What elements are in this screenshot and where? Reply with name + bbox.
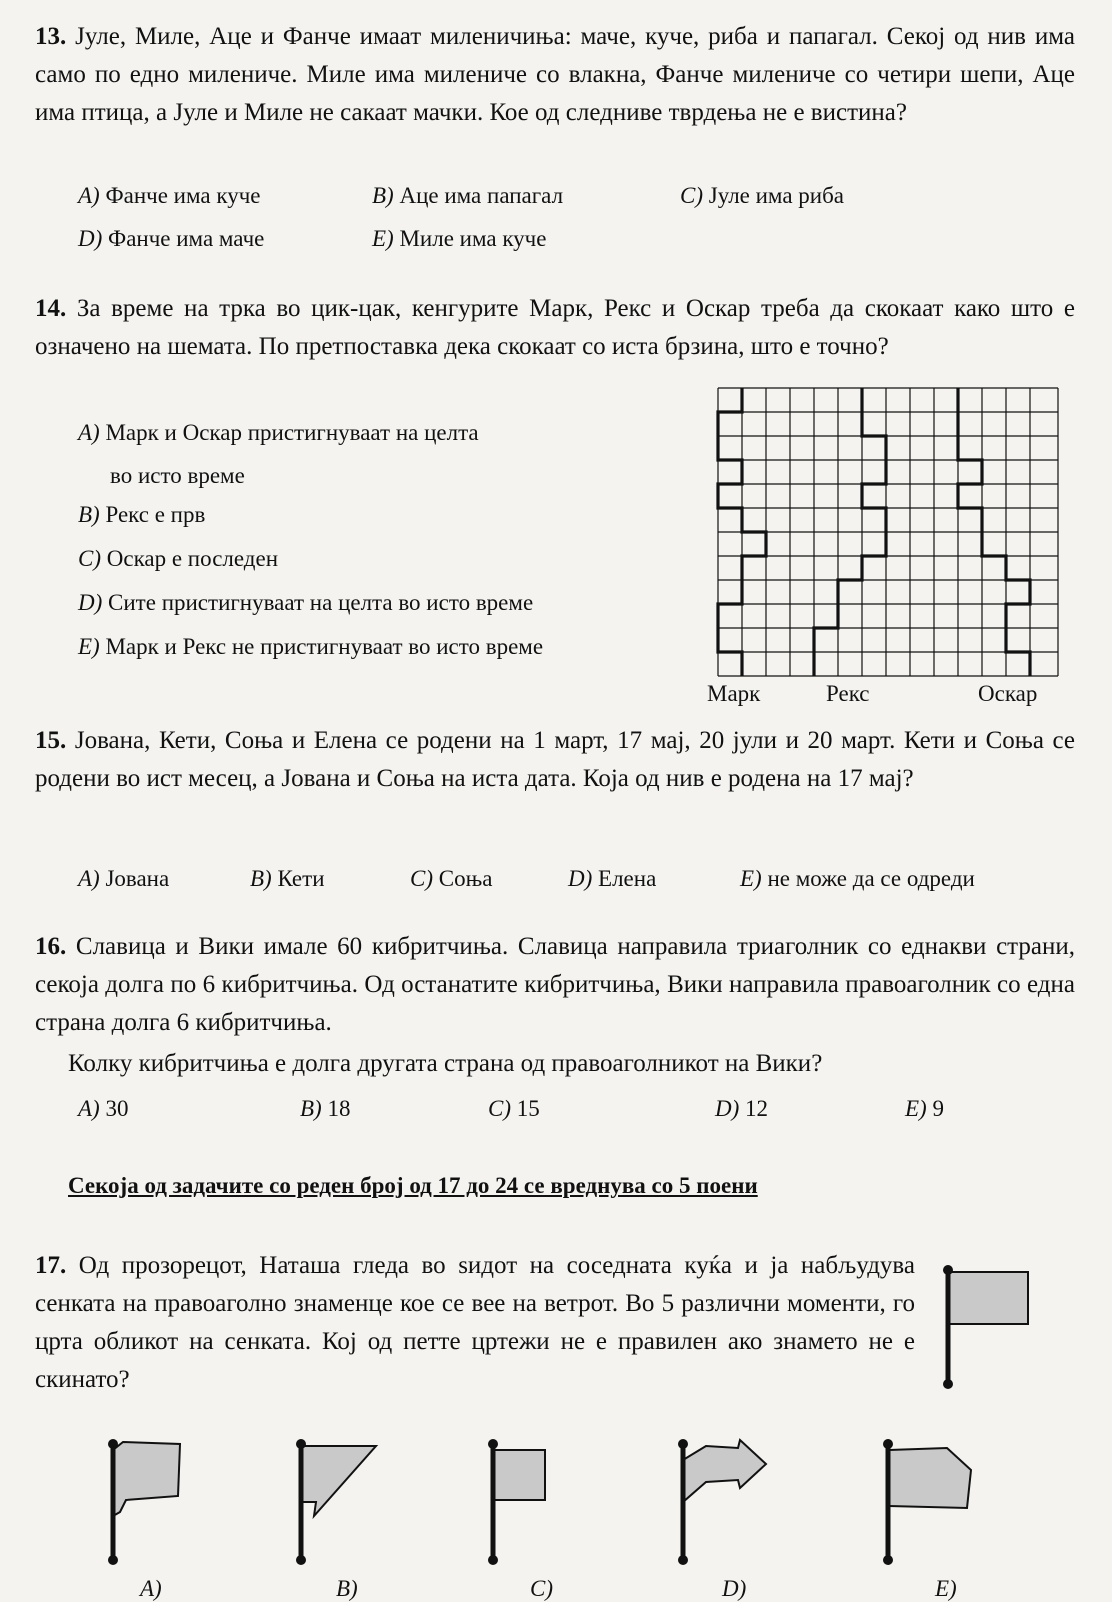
flag-option-b-icon [286, 1438, 406, 1568]
question-text: Јована, Кети, Соња и Елена се родени на 1 март, 17 мај, 20 јули и 20 март. Кети и Соња се родени во ист месец, а Јована и Соња на иста дата. Која од нив е родена на 17 мај? [35, 727, 1076, 792]
flag-label-d: D) [722, 1576, 747, 1601]
q16-option-e: E) 9 [905, 1096, 944, 1121]
q15-option-e: E) не може да се одреди [740, 866, 975, 891]
q13-option-a: A) Фанче има куче [78, 183, 261, 208]
flag-option-c-icon [478, 1438, 588, 1568]
runner-label-rex: Рекс [826, 681, 870, 706]
question-number: 17. [35, 1252, 67, 1279]
q15-option-b: B) Кети [250, 866, 325, 891]
q14-option-c: C) Оскар е последен [78, 546, 279, 571]
question-16 [35, 928, 1075, 1042]
q14-option-e: E) Марк и Рекс не пристигнуваат во исто време [78, 634, 544, 659]
q15-option-a: A) Јована [78, 866, 170, 891]
q16-option-b: B) 18 [300, 1096, 351, 1121]
question-text: Славица и Вики имале 60 кибритчиња. Славица направила триаголник со еднакви страни, секоја долга по 6 кибритчиња. Од останатите кибритчиња, Вики направила правоаголник со една страна долга 6 кибритчиња. [35, 933, 1075, 1036]
runner-label-oscar: Оскар [978, 681, 1038, 706]
section-heading: Секоја од задачите со реден број од 17 до 24 се вреднува со 5 поени [68, 1173, 758, 1198]
flag-label-a: A) [140, 1576, 162, 1601]
q13-option-e: E) Миле има куче [372, 226, 547, 251]
q15-option-c: C) Соња [410, 866, 493, 891]
question-text: Од прозорецот, Наташа гледа во ѕидот на соседната куќа и ја набљудува сенката на правоаголно знаменце кое се вее на ветрот. Во 5 различни моменти, го црта обликот на сенката. Кој од петте цртежи не е правилен ако знамето не е скинато? [35, 1252, 915, 1393]
flag-option-a-icon [98, 1438, 218, 1568]
q14-option-a: A) Марк и Оскар пристигнуваат на целта [78, 420, 479, 445]
question-number: 15. [35, 727, 67, 754]
question-16-prompt: Колку кибритчиња е долга другата страна од правоаголникот на Вики? [68, 1050, 823, 1077]
flag-option-e-icon [873, 1438, 1003, 1568]
question-number: 13. [35, 23, 67, 50]
q14-option-b: B) Рекс е прв [78, 502, 206, 527]
flag-option-d-icon [668, 1438, 798, 1568]
question-14 [35, 290, 1075, 366]
q16-option-d: D) 12 [715, 1096, 769, 1121]
runner-label-mark: Марк [707, 681, 761, 706]
race-grid-diagram [718, 388, 1058, 676]
q15-option-d: D) Елена [568, 866, 657, 891]
question-number: 16. [35, 933, 67, 960]
question-number: 14. [35, 295, 67, 322]
question-17 [35, 1247, 915, 1399]
reference-flag-icon [936, 1262, 1046, 1392]
q14-option-a-cont: во исто време [110, 463, 245, 488]
question-13 [35, 18, 1075, 132]
q14-option-d: D) Сите пристигнуваат на целта во исто време [78, 590, 534, 615]
flag-label-c: C) [530, 1576, 553, 1601]
question-text: За време на трка во цик-цак, кенгурите Марк, Рекс и Оскар треба да скокаат како што е означено на шемата. По претпоставка дека скокаат со иста брзина, што е точно? [35, 295, 1075, 360]
question-15 [35, 722, 1075, 798]
q16-option-c: C) 15 [488, 1096, 540, 1121]
flag-label-b: B) [336, 1576, 358, 1601]
q16-option-a: A) 30 [78, 1096, 129, 1121]
flag-label-e: E) [935, 1576, 957, 1601]
q13-option-b: B) Аце има папагал [372, 183, 564, 208]
question-text: Јуле, Миле, Аце и Фанче имаат миленичиња: маче, куче, риба и папагал. Секој од нив има само по едно милениче. Миле има милениче со влакна, Фанче милениче со четири шепи, Аце има птица, а Јуле и Миле не сакаат мачки. Кое од следниве тврдења не е вистина? [35, 23, 1075, 126]
q13-option-d: D) Фанче има маче [78, 226, 265, 251]
q13-option-c: C) Јуле има риба [680, 183, 845, 208]
